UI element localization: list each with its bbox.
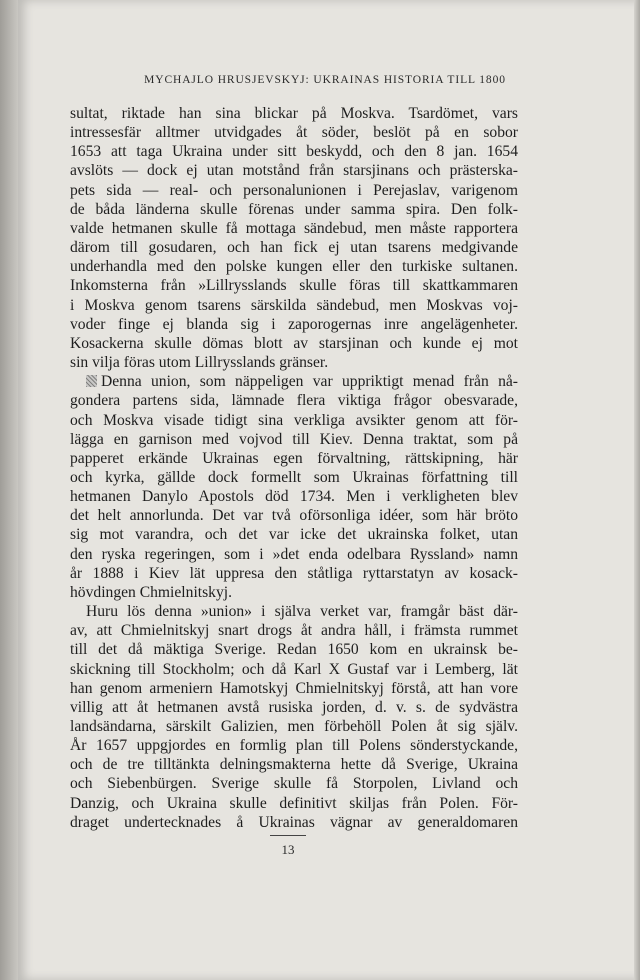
text-line: det helt annorlunda. Det var två oförsonliga idéer, som här bröto (70, 507, 518, 525)
page-edge (634, 0, 640, 980)
footer-rule (270, 835, 306, 836)
text-line: hövdingen Chmielnitskyj. (70, 583, 232, 601)
text-line: den ryska regeringen, som i »det enda odelbara Ryssland» namn (70, 545, 518, 563)
text-line: Danzig, och Ukraina skulle definitivt skiljas från Polen. För- (70, 794, 518, 812)
text-line: till det då mäktiga Sverige. Redan 1650 kom en ukrainsk be- (70, 641, 518, 659)
text-line: papperet erkände Ukrainas egen förvaltning, rättskipning, här (70, 449, 518, 467)
text-line: Huru lös denna »union» i själva verket var, framgår bäst där- (86, 603, 518, 621)
text-line: av, att Chmielnitskyj snart drogs åt andra håll, i främsta rummet (70, 622, 518, 640)
text-line: sig mot varandra, och det var icke det ukrainska folket, utan (70, 526, 518, 544)
page-number: 13 (281, 842, 295, 857)
text-line: i Moskva genom tsarens särskilda sändebud, men Moskvas voj- (70, 296, 518, 314)
text-line: sultat, riktade han sina blickar på Moskva. Tsardömet, vars (70, 105, 518, 122)
ink-blot-icon (86, 375, 97, 387)
body-text (70, 104, 518, 832)
text-line: År 1657 uppgjordes en formlig plan till Polens sönderstyckande, (70, 737, 518, 755)
text-line: därom till gosudaren, och han fick ej utan tsarens medgivande (70, 239, 518, 257)
text-line: pets sida — real- och personalunionen i Perejaslav, varigenom (70, 181, 518, 199)
text-line: Kosackerna skulle dömas blott av starsjinan och kunde ej mot (70, 334, 518, 352)
text-line: villig att åt hetmanen avstå rusiska jorden, d. v. s. de sydvästra (70, 698, 518, 716)
text-line: lägga en garnison med vojvod till Kiev. Denna traktat, som på (70, 430, 518, 448)
text-line: valde hetmanen skulle få mottaga sändebud, men måste rapportera (70, 219, 518, 237)
text-line: och kyrka, gällde dock formellt som Ukrainas författning till (70, 468, 518, 486)
text-line: voder finge ej blanda sig i zaporogernas inre angelägenheter. (70, 315, 518, 333)
book-spine-shadow (0, 0, 18, 980)
text-line: sin vilja föras utom Lillrysslands gränser. (70, 354, 329, 372)
text-line: Denna union, som näppeligen var uppriktigt menad från nå- (101, 373, 518, 391)
running-head: MYCHAJLO HRUSJEVSKYJ: UKRAINAS HISTORIA TILL 1800 (144, 74, 506, 86)
text-line: underhandla med den polske kungen eller den turkiske sultanen. (70, 258, 518, 276)
text-line: år 1888 i Kiev lät uppresa den ståtliga ryttarstatyn av kosack- (70, 564, 518, 582)
text-line: och Moskva visade tidigt sina verkliga avsikter genom att för- (70, 411, 518, 429)
text-line: och de tre tilltänkta delningsmakterna hette då Sverige, Ukraina (70, 756, 518, 774)
text-line: landsändarna, särskilt Galizien, men förbehöll Polen åt sig själv. (70, 718, 518, 735)
text-line: skickning till Stockholm; och då Karl X Gustaf var i Lemberg, lät (70, 660, 518, 678)
paragraph-start-line (70, 372, 518, 391)
text-line: intressesfär alltmer utvidgades åt söder, beslöt på en sobor (70, 124, 518, 142)
text-line: gondera partens sida, lämnade flera viktiga frågor obesvarade, (70, 392, 518, 410)
text-line: 1653 att taga Ukraina under sitt beskydd, och den 8 jan. 1654 (70, 143, 518, 161)
text-line: de båda länderna skulle förenas under samma spira. Den folk- (70, 200, 518, 218)
text-line: Inkomsterna från »Lillrysslands skulle föras till skattkammaren (70, 277, 518, 295)
text-line: han genom armeniern Hamotskyj Chmielnitskyj förstå, att han vore (70, 679, 518, 697)
text-line: avslöts — dock ej utan motstånd från starsjinans och prästerska- (70, 162, 518, 180)
text-line: och Siebenbürgen. Sverige skulle få Storpolen, Livland och (70, 775, 518, 793)
text-line: draget undertecknades å Ukrainas vägnar av generaldomaren (70, 813, 518, 831)
text-line: hetmanen Danylo Apostols död 1734. Men i verkligheten blev (70, 488, 518, 506)
